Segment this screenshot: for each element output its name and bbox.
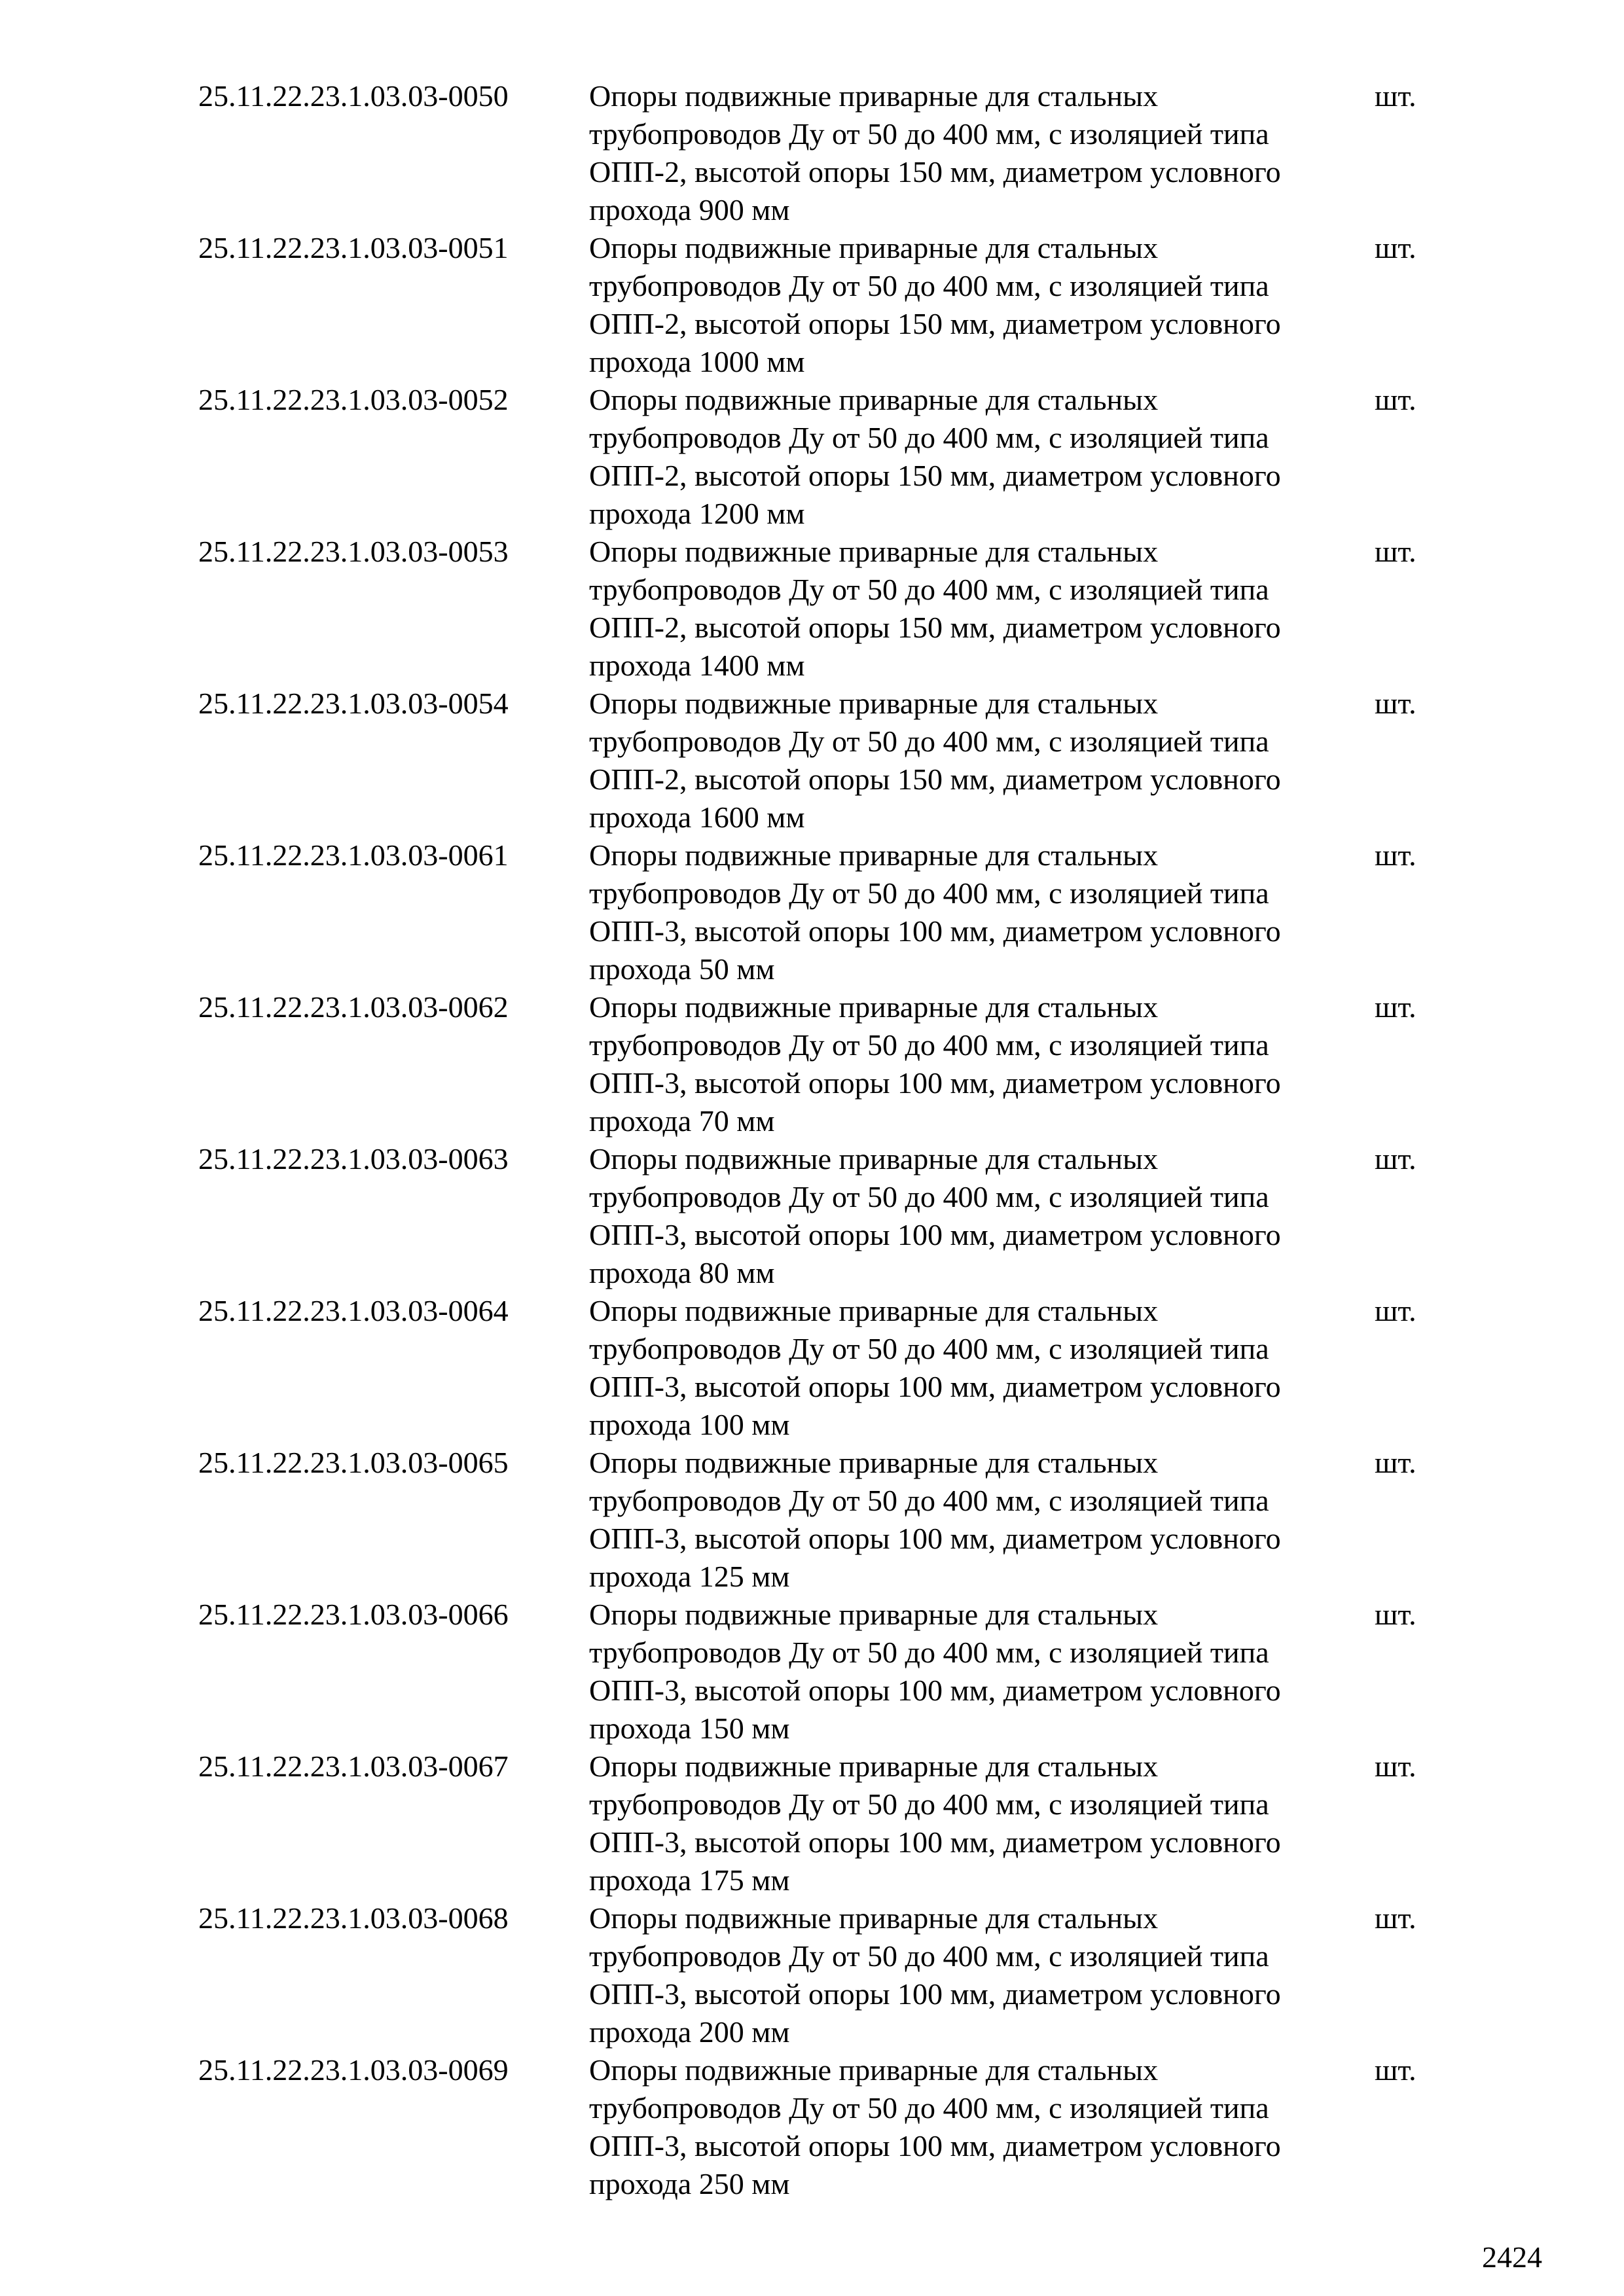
unit-of-measure: шт. bbox=[1375, 990, 1416, 1024]
description-line: трубопроводов Ду от 50 до 400 мм, с изоляцией типа bbox=[589, 1332, 1269, 1365]
description-line: трубопроводов Ду от 50 до 400 мм, с изоляцией типа bbox=[589, 1180, 1269, 1213]
description-line: прохода 80 мм bbox=[589, 1256, 775, 1289]
resource-code: 25.11.22.23.1.03.03-0052 bbox=[198, 383, 509, 416]
description-line: трубопроводов Ду от 50 до 400 мм, с изоляцией типа bbox=[589, 2091, 1269, 2125]
description-line: прохода 1400 мм bbox=[589, 649, 805, 682]
table-row bbox=[198, 685, 1442, 836]
description-line: прохода 900 мм bbox=[589, 193, 790, 226]
table-row bbox=[198, 381, 1442, 533]
resource-description bbox=[589, 381, 1375, 533]
description-line: ОПП-3, высотой опоры 100 мм, диаметром условного bbox=[589, 1674, 1281, 1707]
resource-description bbox=[589, 836, 1375, 988]
resource-description bbox=[589, 1140, 1375, 1292]
unit-of-measure: шт. bbox=[1375, 1901, 1416, 1935]
description-line: Опоры подвижные приварные для стальных bbox=[589, 1294, 1159, 1327]
description-line: ОПП-2, высотой опоры 150 мм, диаметром условного bbox=[589, 762, 1281, 796]
description-line: прохода 175 мм bbox=[589, 1863, 790, 1897]
resource-code: 25.11.22.23.1.03.03-0061 bbox=[198, 838, 509, 872]
description-line: трубопроводов Ду от 50 до 400 мм, с изоляцией типа bbox=[589, 876, 1269, 910]
resource-code: 25.11.22.23.1.03.03-0067 bbox=[198, 1749, 509, 1783]
description-line: прохода 200 мм bbox=[589, 2015, 790, 2049]
resource-description bbox=[589, 229, 1375, 381]
unit-of-measure: шт. bbox=[1375, 79, 1416, 113]
description-line: трубопроводов Ду от 50 до 400 мм, с изоляцией типа bbox=[589, 1636, 1269, 1669]
description-line: Опоры подвижные приварные для стальных bbox=[589, 1598, 1159, 1631]
description-line: Опоры подвижные приварные для стальных bbox=[589, 1901, 1159, 1935]
table-row bbox=[198, 229, 1442, 381]
resource-description bbox=[589, 533, 1375, 685]
description-line: трубопроводов Ду от 50 до 400 мм, с изоляцией типа bbox=[589, 1484, 1269, 1517]
table-row bbox=[198, 1748, 1442, 1899]
description-line: трубопроводов Ду от 50 до 400 мм, с изоляцией типа bbox=[589, 421, 1269, 454]
description-line: ОПП-2, высотой опоры 150 мм, диаметром условного bbox=[589, 459, 1281, 492]
resource-code: 25.11.22.23.1.03.03-0054 bbox=[198, 687, 509, 720]
resource-description bbox=[589, 1748, 1375, 1899]
table-row bbox=[198, 836, 1442, 988]
unit-of-measure: шт. bbox=[1375, 687, 1416, 720]
description-line: трубопроводов Ду от 50 до 400 мм, с изоляцией типа bbox=[589, 725, 1269, 758]
resource-description bbox=[589, 1444, 1375, 1596]
description-line: ОПП-3, высотой опоры 100 мм, диаметром условного bbox=[589, 1977, 1281, 2011]
description-line: ОПП-3, высотой опоры 100 мм, диаметром условного bbox=[589, 1522, 1281, 1555]
description-line: прохода 125 мм bbox=[589, 1560, 790, 1593]
description-line: ОПП-3, высотой опоры 100 мм, диаметром условного bbox=[589, 914, 1281, 948]
resource-code: 25.11.22.23.1.03.03-0063 bbox=[198, 1142, 509, 1175]
description-line: прохода 50 мм bbox=[589, 952, 775, 986]
description-line: ОПП-3, высотой опоры 100 мм, диаметром условного bbox=[589, 1825, 1281, 1859]
description-line: ОПП-3, высотой опоры 100 мм, диаметром условного bbox=[589, 1218, 1281, 1251]
unit-of-measure: шт. bbox=[1375, 535, 1416, 568]
description-line: трубопроводов Ду от 50 до 400 мм, с изоляцией типа bbox=[589, 1028, 1269, 1062]
table-row bbox=[198, 1140, 1442, 1292]
table-row bbox=[198, 988, 1442, 1140]
unit-of-measure: шт. bbox=[1375, 1749, 1416, 1783]
description-line: прохода 1000 мм bbox=[589, 345, 805, 378]
table-row bbox=[198, 1444, 1442, 1596]
resource-code: 25.11.22.23.1.03.03-0069 bbox=[198, 2053, 509, 2087]
unit-of-measure: шт. bbox=[1375, 1142, 1416, 1175]
description-line: прохода 150 мм bbox=[589, 1712, 790, 1745]
description-line: Опоры подвижные приварные для стальных bbox=[589, 838, 1159, 872]
resource-code: 25.11.22.23.1.03.03-0050 bbox=[198, 79, 509, 113]
resource-code: 25.11.22.23.1.03.03-0051 bbox=[198, 231, 509, 264]
resource-description bbox=[589, 77, 1375, 229]
description-line: трубопроводов Ду от 50 до 400 мм, с изоляцией типа bbox=[589, 1787, 1269, 1821]
description-line: Опоры подвижные приварные для стальных bbox=[589, 1749, 1159, 1783]
description-line: ОПП-3, высотой опоры 100 мм, диаметром условного bbox=[589, 1370, 1281, 1403]
unit-of-measure: шт. bbox=[1375, 231, 1416, 264]
table-row bbox=[198, 1292, 1442, 1444]
unit-of-measure: шт. bbox=[1375, 2053, 1416, 2087]
description-line: ОПП-3, высотой опоры 100 мм, диаметром условного bbox=[589, 1066, 1281, 1100]
description-line: ОПП-2, высотой опоры 150 мм, диаметром условного bbox=[589, 611, 1281, 644]
description-line: Опоры подвижные приварные для стальных bbox=[589, 1446, 1159, 1479]
description-line: Опоры подвижные приварные для стальных bbox=[589, 1142, 1159, 1175]
description-line: Опоры подвижные приварные для стальных bbox=[589, 535, 1159, 568]
unit-of-measure: шт. bbox=[1375, 838, 1416, 872]
table-row bbox=[198, 533, 1442, 685]
description-line: прохода 250 мм bbox=[589, 2167, 790, 2200]
unit-of-measure: шт. bbox=[1375, 1598, 1416, 1631]
description-line: прохода 100 мм bbox=[589, 1408, 790, 1441]
resource-code: 25.11.22.23.1.03.03-0065 bbox=[198, 1446, 509, 1479]
resource-description bbox=[589, 1899, 1375, 2051]
description-line: ОПП-2, высотой опоры 150 мм, диаметром условного bbox=[589, 155, 1281, 188]
description-line: трубопроводов Ду от 50 до 400 мм, с изоляцией типа bbox=[589, 573, 1269, 606]
unit-of-measure: шт. bbox=[1375, 383, 1416, 416]
resource-code: 25.11.22.23.1.03.03-0064 bbox=[198, 1294, 509, 1327]
description-line: прохода 1200 мм bbox=[589, 497, 805, 530]
description-line: Опоры подвижные приварные для стальных bbox=[589, 990, 1159, 1024]
description-line: Опоры подвижные приварные для стальных bbox=[589, 687, 1159, 720]
resource-code: 25.11.22.23.1.03.03-0053 bbox=[198, 535, 509, 568]
resource-description bbox=[589, 1596, 1375, 1748]
description-line: Опоры подвижные приварные для стальных bbox=[589, 383, 1159, 416]
unit-of-measure: шт. bbox=[1375, 1446, 1416, 1479]
description-line: Опоры подвижные приварные для стальных bbox=[589, 79, 1159, 113]
table-row bbox=[198, 1596, 1442, 1748]
page-number: 2424 bbox=[1482, 2240, 1542, 2274]
description-line: прохода 70 мм bbox=[589, 1104, 775, 1138]
table-row bbox=[198, 2051, 1442, 2203]
resource-description bbox=[589, 988, 1375, 1140]
resource-table bbox=[198, 77, 1442, 2203]
unit-of-measure: шт. bbox=[1375, 1294, 1416, 1327]
resource-description bbox=[589, 685, 1375, 836]
description-line: Опоры подвижные приварные для стальных bbox=[589, 231, 1159, 264]
description-line: трубопроводов Ду от 50 до 400 мм, с изоляцией типа bbox=[589, 1939, 1269, 1973]
resource-code: 25.11.22.23.1.03.03-0066 bbox=[198, 1598, 509, 1631]
description-line: ОПП-3, высотой опоры 100 мм, диаметром условного bbox=[589, 2129, 1281, 2162]
description-line: прохода 1600 мм bbox=[589, 800, 805, 834]
resource-description bbox=[589, 2051, 1375, 2203]
description-line: ОПП-2, высотой опоры 150 мм, диаметром условного bbox=[589, 307, 1281, 340]
description-line: трубопроводов Ду от 50 до 400 мм, с изоляцией типа bbox=[589, 117, 1269, 151]
table-row bbox=[198, 77, 1442, 229]
resource-description bbox=[589, 1292, 1375, 1444]
resource-code: 25.11.22.23.1.03.03-0068 bbox=[198, 1901, 509, 1935]
description-line: Опоры подвижные приварные для стальных bbox=[589, 2053, 1159, 2087]
resource-code: 25.11.22.23.1.03.03-0062 bbox=[198, 990, 509, 1024]
table-row bbox=[198, 1899, 1442, 2051]
description-line: трубопроводов Ду от 50 до 400 мм, с изоляцией типа bbox=[589, 269, 1269, 302]
